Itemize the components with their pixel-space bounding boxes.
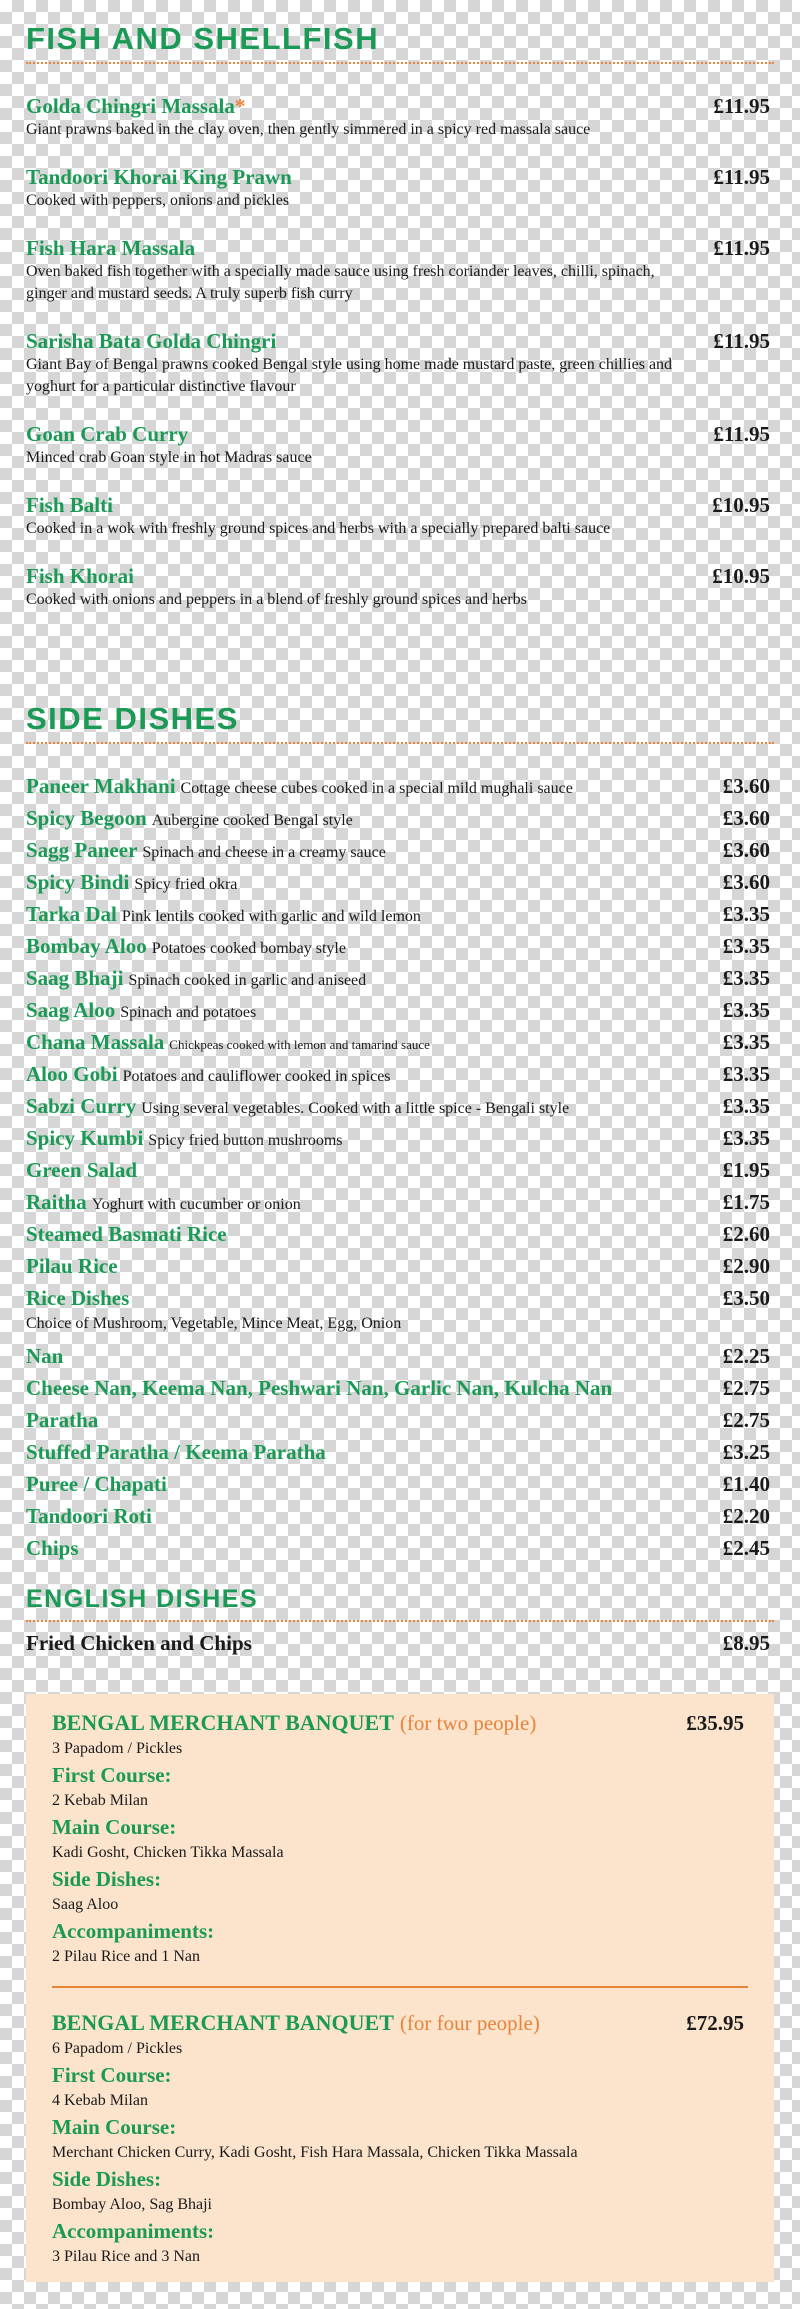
banquet-serving-note: (for four people) xyxy=(399,2011,540,2035)
section-divider xyxy=(26,1620,774,1622)
banquet-two-people xyxy=(52,1708,748,1968)
item-name: Green Salad xyxy=(26,1158,138,1182)
item-name: Nan xyxy=(26,1344,64,1368)
side-dish-row xyxy=(26,1186,774,1218)
side-dish-row xyxy=(26,1122,774,1154)
item-price: £3.35 xyxy=(722,1030,770,1054)
banquet-intro: 6 Papadom / Pickles xyxy=(52,2040,183,2057)
item-description: Spinach cooked in garlic and aniseed xyxy=(128,972,367,989)
item-name: Goan Crab Curry xyxy=(26,422,189,446)
item-name: Stuffed Paratha / Keema Paratha xyxy=(26,1440,326,1464)
menu-item xyxy=(26,1628,774,1658)
section-divider xyxy=(26,62,774,64)
item-name: Chana Massala xyxy=(26,1030,165,1054)
item-name: Fish Balti xyxy=(26,493,113,517)
asterisk-mark: * xyxy=(234,94,246,118)
banquet-header xyxy=(52,1708,748,1738)
item-description: Cooked in a wok with freshly ground spices and herbs with a specially prepared balti sauce xyxy=(26,520,611,537)
item-name: Sabzi Curry xyxy=(26,1094,137,1118)
item-description: Spicy fried okra xyxy=(134,876,238,893)
item-name: Chips xyxy=(26,1536,79,1560)
fish-section-title: FISH AND SHELLFISH xyxy=(26,21,380,56)
side-dish-row xyxy=(26,770,774,802)
item-price: £3.35 xyxy=(722,902,770,926)
item-name: Steamed Basmati Rice xyxy=(26,1222,227,1246)
item-name: Sarisha Bata Golda Chingri xyxy=(26,329,277,353)
side-dish-row xyxy=(26,1026,774,1058)
item-description: Spinach and potatoes xyxy=(120,1004,257,1021)
side-dish-row xyxy=(26,1090,774,1122)
item-price: £1.95 xyxy=(722,1158,770,1182)
course-items: Merchant Chicken Curry, Kadi Gosht, Fish Hara Massala, Chicken Tikka Massala xyxy=(52,2144,578,2161)
side-dish-row xyxy=(26,1340,774,1372)
banquet-price: £72.95 xyxy=(686,2011,744,2035)
item-name: Fish Hara Massala xyxy=(26,236,196,260)
course-items: 4 Kebab Milan xyxy=(52,2092,148,2109)
side-dish-row xyxy=(26,962,774,994)
side-dish-row xyxy=(26,1218,774,1250)
item-price: £11.95 xyxy=(713,329,770,353)
banquet-header xyxy=(52,2008,748,2038)
course-label: First Course: xyxy=(52,1763,172,1787)
item-price: £2.20 xyxy=(722,1504,770,1528)
item-price: £3.35 xyxy=(722,1062,770,1086)
item-price: £11.95 xyxy=(713,236,770,260)
item-price: £3.25 xyxy=(722,1440,770,1464)
item-price: £3.60 xyxy=(722,838,770,862)
course-items: Bombay Aloo, Sag Bhaji xyxy=(52,2196,212,2213)
item-price: £1.40 xyxy=(722,1472,770,1496)
item-description: Cottage cheese cubes cooked in a special mild mughali sauce xyxy=(180,780,573,797)
item-description: Potatoes and cauliflower cooked in spices xyxy=(122,1068,391,1085)
item-name: Rice Dishes xyxy=(26,1286,130,1310)
menu-item xyxy=(26,329,774,398)
side-dish-row xyxy=(26,1282,774,1340)
item-price: £11.95 xyxy=(713,94,770,118)
side-dish-row xyxy=(26,994,774,1026)
item-description: Using several vegetables. Cooked with a little spice - Bengali style xyxy=(141,1100,570,1117)
item-price: £3.35 xyxy=(722,998,770,1022)
english-dishes-title: ENGLISH DISHES xyxy=(26,1585,259,1613)
item-description: Giant Bay of Bengal prawns cooked Bengal style using home made mustard paste, green chillies and yoghurt for a particular distinctive flavour xyxy=(26,356,673,395)
item-description: Cooked with onions and peppers in a blend of freshly ground spices and herbs xyxy=(26,591,527,608)
course-items: Saag Aloo xyxy=(52,1896,119,1913)
item-name: Spicy Begoon xyxy=(26,806,147,830)
item-price: £3.60 xyxy=(722,806,770,830)
item-description: Chickpeas cooked with lemon and tamarind sauce xyxy=(169,1037,430,1052)
item-name: Tandoori Khorai King Prawn xyxy=(26,165,292,189)
item-price: £2.60 xyxy=(722,1222,770,1246)
banquet-four-people xyxy=(52,2008,748,2268)
side-dish-row xyxy=(26,1404,774,1436)
item-description: Choice of Mushroom, Vegetable, Mince Meat, Egg, Onion xyxy=(26,1315,402,1332)
item-price: £11.95 xyxy=(713,165,770,189)
side-dishes-title: SIDE DISHES xyxy=(26,701,239,736)
section-divider xyxy=(26,742,774,744)
item-description: Spinach and cheese in a creamy sauce xyxy=(142,844,386,861)
item-name: Sagg Paneer xyxy=(26,838,138,862)
course-items: 2 Pilau Rice and 1 Nan xyxy=(52,1948,200,1965)
item-price: £11.95 xyxy=(713,422,770,446)
item-price: £2.75 xyxy=(722,1408,770,1432)
item-name: Raitha xyxy=(26,1190,87,1214)
fish-section xyxy=(26,22,774,635)
course-label: Side Dishes: xyxy=(52,1867,162,1891)
item-price: £3.50 xyxy=(722,1286,770,1310)
item-name: Pilau Rice xyxy=(26,1254,118,1278)
item-price: £3.35 xyxy=(722,1094,770,1118)
menu-item xyxy=(26,564,774,611)
menu-item xyxy=(26,165,774,212)
item-price: £2.25 xyxy=(722,1344,770,1368)
side-dish-row xyxy=(26,898,774,930)
item-name: Saag Bhaji xyxy=(26,966,124,990)
side-dish-row xyxy=(26,1154,774,1186)
item-price: £3.60 xyxy=(722,870,770,894)
menu-item xyxy=(26,236,774,305)
side-dish-row xyxy=(26,1058,774,1090)
course-items: 3 Pilau Rice and 3 Nan xyxy=(52,2248,200,2265)
side-dish-row xyxy=(26,1532,774,1564)
item-price: £10.95 xyxy=(712,564,770,588)
course-items: 2 Kebab Milan xyxy=(52,1792,148,1809)
item-name: Aloo Gobi xyxy=(26,1062,118,1086)
item-description: Aubergine cooked Bengal style xyxy=(151,812,353,829)
item-price: £3.35 xyxy=(722,966,770,990)
item-description: Cooked with peppers, onions and pickles xyxy=(26,192,290,209)
item-name: Tandoori Roti xyxy=(26,1504,152,1528)
item-price: £8.95 xyxy=(722,1631,770,1655)
side-dish-row xyxy=(26,1500,774,1532)
item-description: Spicy fried button mushrooms xyxy=(148,1132,343,1149)
item-description: Potatoes cooked bombay style xyxy=(151,940,346,957)
banquet-price: £35.95 xyxy=(686,1711,744,1735)
course-items: Kadi Gosht, Chicken Tikka Massala xyxy=(52,1844,284,1861)
item-name: Puree / Chapati xyxy=(26,1472,167,1496)
banquet-divider xyxy=(52,1986,748,1988)
course-label: Side Dishes: xyxy=(52,2167,162,2191)
course-label: Main Course: xyxy=(52,2115,177,2139)
item-name: Bombay Aloo xyxy=(26,934,147,958)
menu-item xyxy=(26,94,774,141)
item-name: Fish Khorai xyxy=(26,564,134,588)
menu-item xyxy=(26,493,774,540)
item-price: £3.35 xyxy=(722,934,770,958)
item-price: £2.90 xyxy=(722,1254,770,1278)
item-name: Paneer Makhani xyxy=(26,774,176,798)
side-dish-row xyxy=(26,930,774,962)
banquet-serving-note: (for two people) xyxy=(399,1711,537,1735)
course-label: First Course: xyxy=(52,2063,172,2087)
item-name: Spicy Bindi xyxy=(26,870,130,894)
side-dish-row xyxy=(26,834,774,866)
banquet-intro: 3 Papadom / Pickles xyxy=(52,1740,183,1757)
item-description: Pink lentils cooked with garlic and wild lemon xyxy=(121,908,421,925)
item-name: Paratha xyxy=(26,1408,99,1432)
banquet-title: BENGAL MERCHANT BANQUET xyxy=(52,2010,394,2035)
side-dish-row xyxy=(26,1250,774,1282)
item-name: Cheese Nan, Keema Nan, Peshwari Nan, Garlic Nan, Kulcha Nan xyxy=(26,1376,613,1400)
english-dishes-section xyxy=(26,1584,774,1658)
item-description: Yoghurt with cucumber or onion xyxy=(91,1196,301,1213)
item-name: Saag Aloo xyxy=(26,998,116,1022)
side-dishes-section xyxy=(26,702,774,1564)
side-dish-row xyxy=(26,802,774,834)
side-dish-row xyxy=(26,866,774,898)
item-price: £2.45 xyxy=(722,1536,770,1560)
item-price: £3.35 xyxy=(722,1126,770,1150)
item-price: £2.75 xyxy=(722,1376,770,1400)
course-label: Main Course: xyxy=(52,1815,177,1839)
side-dish-row xyxy=(26,1468,774,1500)
item-name: Spicy Kumbi xyxy=(26,1126,144,1150)
item-name: Golda Chingri Massala xyxy=(26,94,235,118)
item-description: Giant prawns baked in the clay oven, then gently simmered in a spicy red massala sauce xyxy=(26,121,591,138)
side-dish-row xyxy=(26,1372,774,1404)
course-label: Accompaniments: xyxy=(52,2219,215,2243)
item-price: £10.95 xyxy=(712,493,770,517)
item-name: Tarka Dal xyxy=(26,902,117,926)
side-dish-row xyxy=(26,1436,774,1468)
item-price: £1.75 xyxy=(722,1190,770,1214)
item-description: Minced crab Goan style in hot Madras sauce xyxy=(26,449,312,466)
course-label: Accompaniments: xyxy=(52,1919,215,1943)
menu-item xyxy=(26,422,774,469)
banquet-title: BENGAL MERCHANT BANQUET xyxy=(52,1710,394,1735)
banquet-box xyxy=(26,1694,774,2282)
item-description: Oven baked fish together with a specially made sauce using fresh coriander leaves, chilli, spinach, ginger and mustard seeds. A truly superb fish curry xyxy=(26,263,655,302)
item-price: £3.60 xyxy=(722,774,770,798)
item-name: Fried Chicken and Chips xyxy=(26,1631,252,1655)
